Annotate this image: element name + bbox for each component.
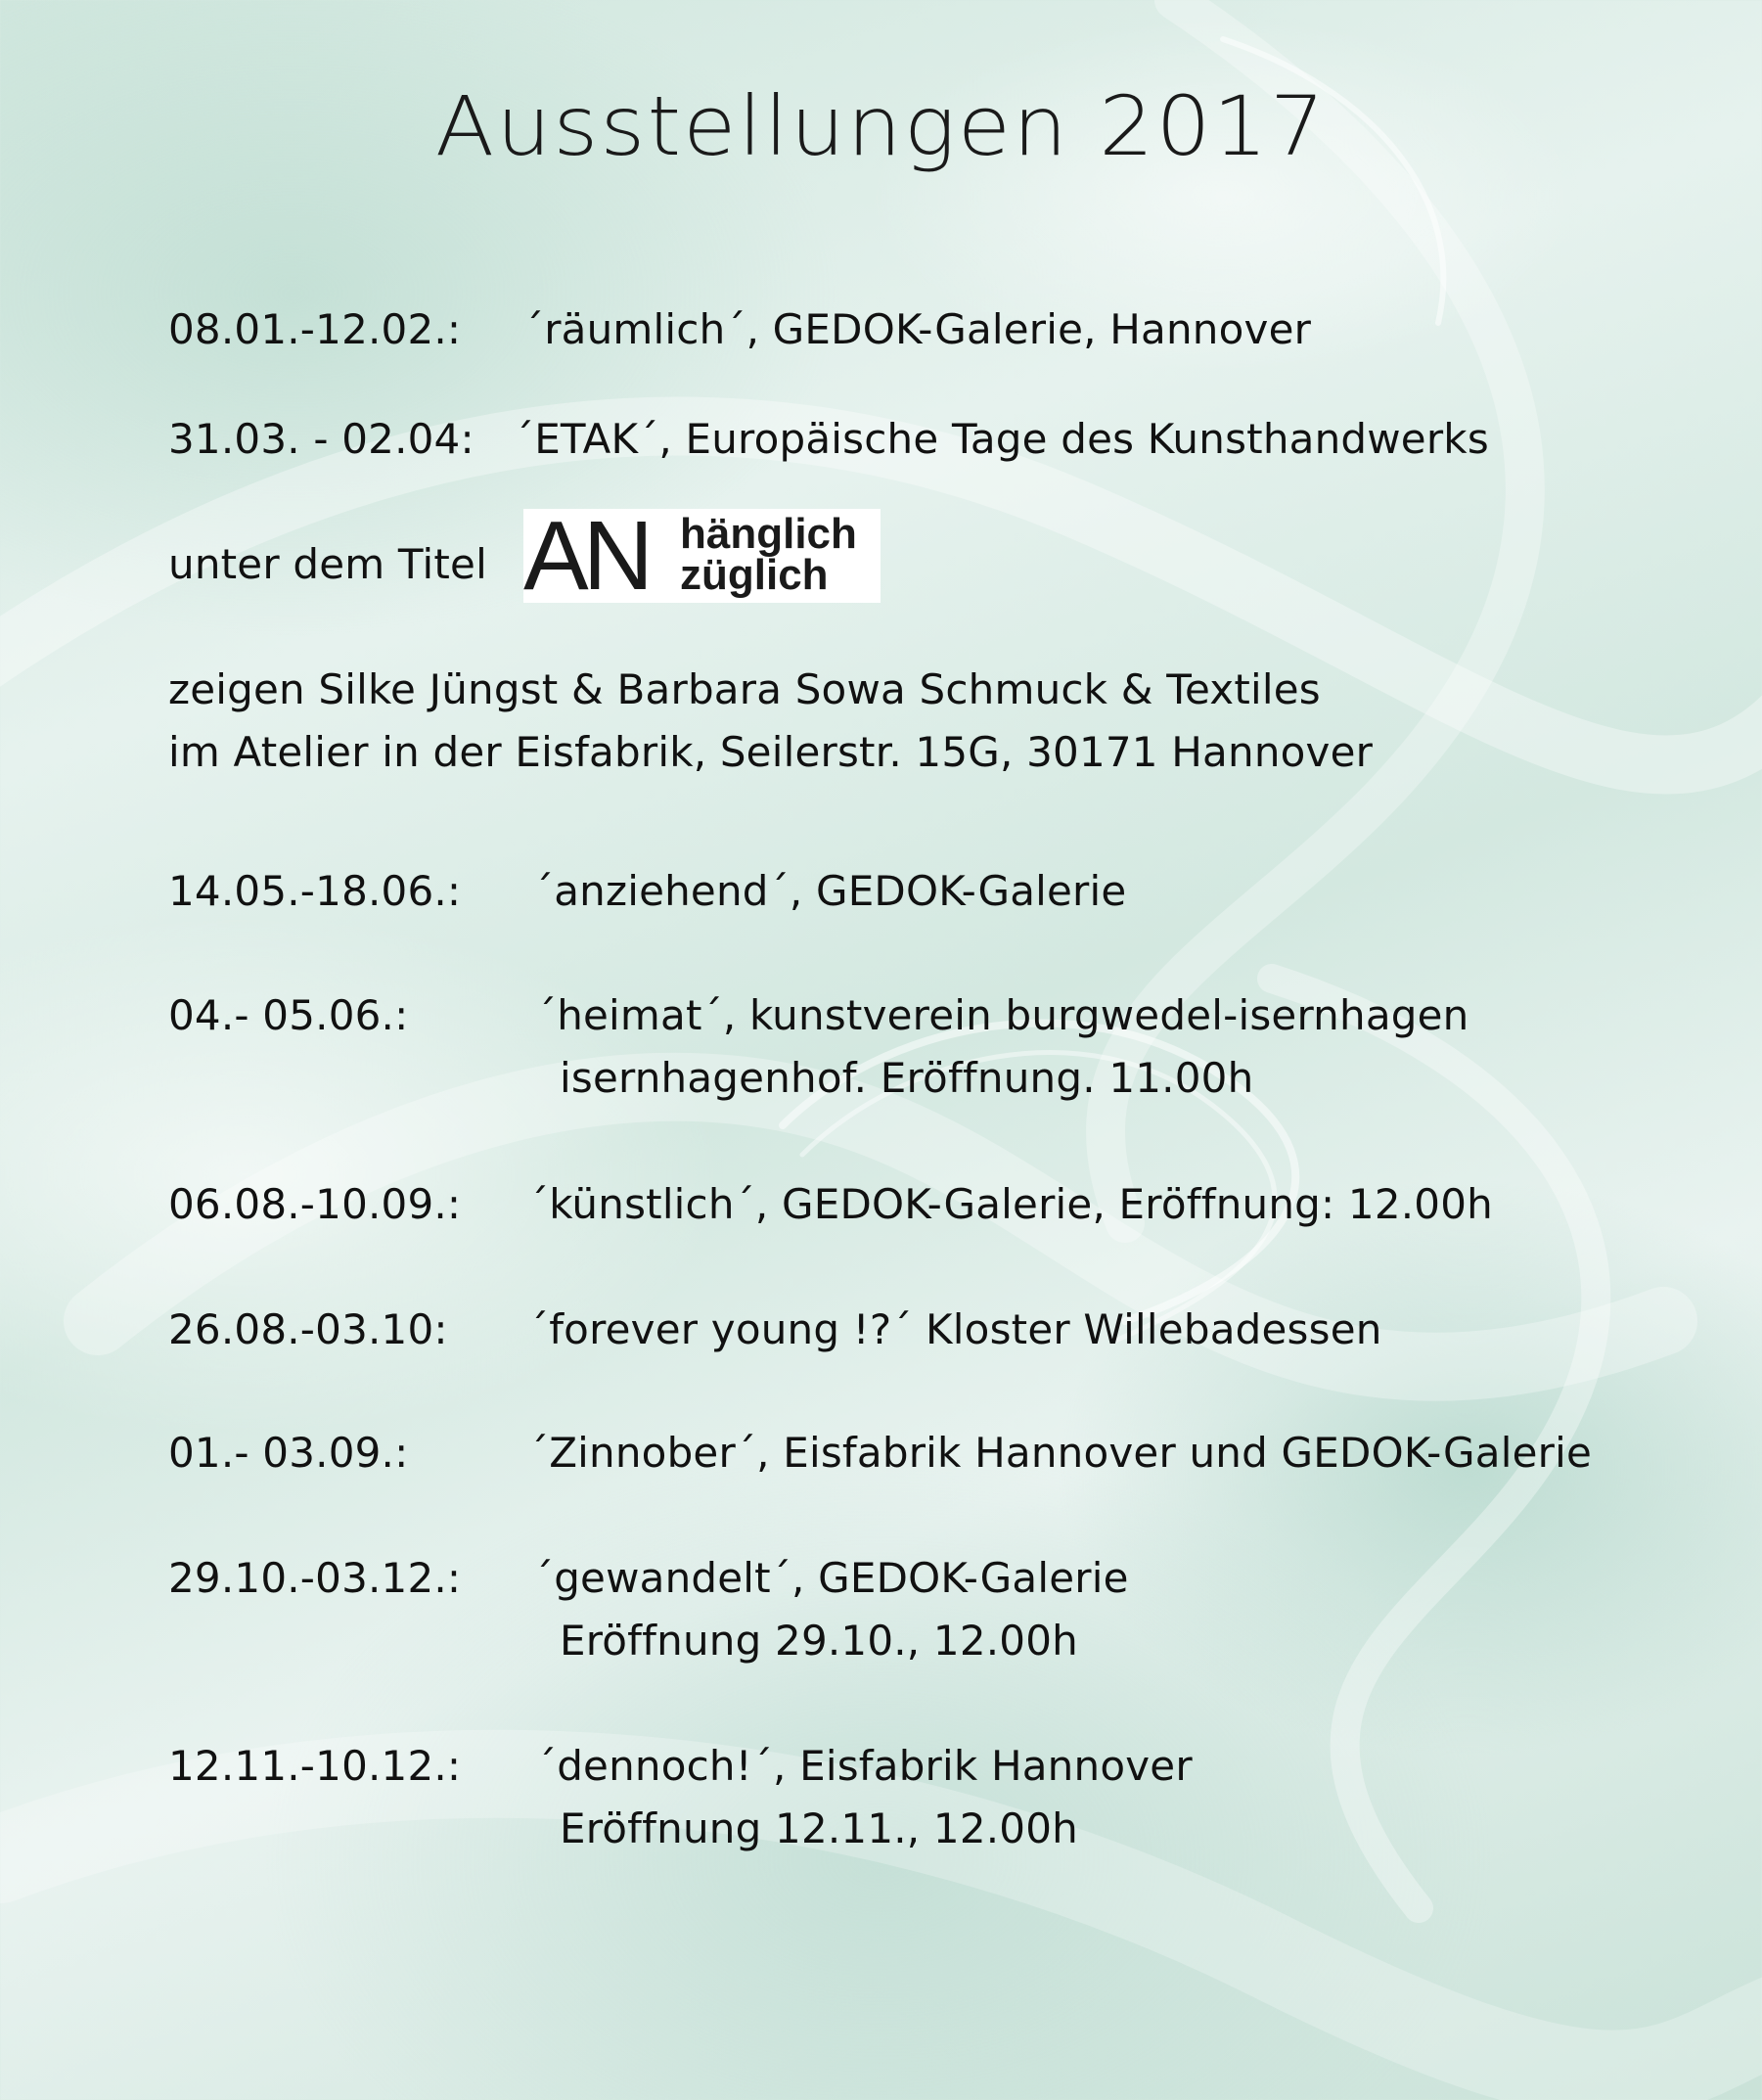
page-title: Ausstellungen 2017 — [434, 78, 1328, 174]
entry-date: 12.11.-10.12.: — [168, 1742, 462, 1790]
logo-line-2: züglich — [680, 551, 829, 599]
description-line: zeigen Silke Jüngst & Barbara Sowa Schmuck & Textiles — [168, 665, 1321, 713]
entry-date: 01.- 03.09.: — [168, 1429, 409, 1477]
entry-date: 04.- 05.06.: — [168, 991, 409, 1039]
entry-date: 31.03. - 02.04: — [168, 415, 474, 463]
entry-description: ´forever young !?´ Kloster Willebadessen — [528, 1305, 1382, 1353]
logo-an: AN — [523, 509, 648, 603]
entry-date: 08.01.-12.02.: — [168, 305, 462, 353]
entry-description-line-2: Eröffnung 12.11., 12.00h — [560, 1804, 1078, 1852]
entry-description-line-2: isernhagenhof. Eröffnung. 11.00h — [560, 1054, 1254, 1102]
entry-date: 29.10.-03.12.: — [168, 1554, 462, 1602]
entry-date: 14.05.-18.06.: — [168, 867, 462, 915]
entry-description: ´ETAK´, Europäische Tage des Kunsthandwerks — [514, 415, 1489, 463]
entry-description: ´heimat´, kunstverein burgwedel-isernhagen — [536, 991, 1469, 1039]
logo-line-1: hänglich — [680, 510, 857, 558]
title-label: unter dem Titel — [168, 540, 487, 588]
entry-description: ´gewandelt´, GEDOK-Galerie — [533, 1554, 1129, 1602]
exhibition-logo — [523, 509, 881, 603]
description-line: im Atelier in der Eisfabrik, Seilerstr. 15G, 30171 Hannover — [168, 728, 1374, 776]
entry-description: ´anziehend´, GEDOK-Galerie — [533, 867, 1127, 915]
entry-description: ´Zinnober´, Eisfabrik Hannover und GEDOK-Galerie — [528, 1429, 1593, 1477]
entry-description: ´dennoch!´, Eisfabrik Hannover — [536, 1742, 1193, 1790]
entry-date: 06.08.-10.09.: — [168, 1180, 462, 1228]
entry-description: ´künstlich´, GEDOK-Galerie, Eröffnung: 12.00h — [528, 1180, 1493, 1228]
entry-description: ´räumlich´, GEDOK-Galerie, Hannover — [523, 305, 1312, 353]
entry-description-line-2: Eröffnung 29.10., 12.00h — [560, 1617, 1078, 1665]
entry-date: 26.08.-03.10: — [168, 1305, 448, 1353]
